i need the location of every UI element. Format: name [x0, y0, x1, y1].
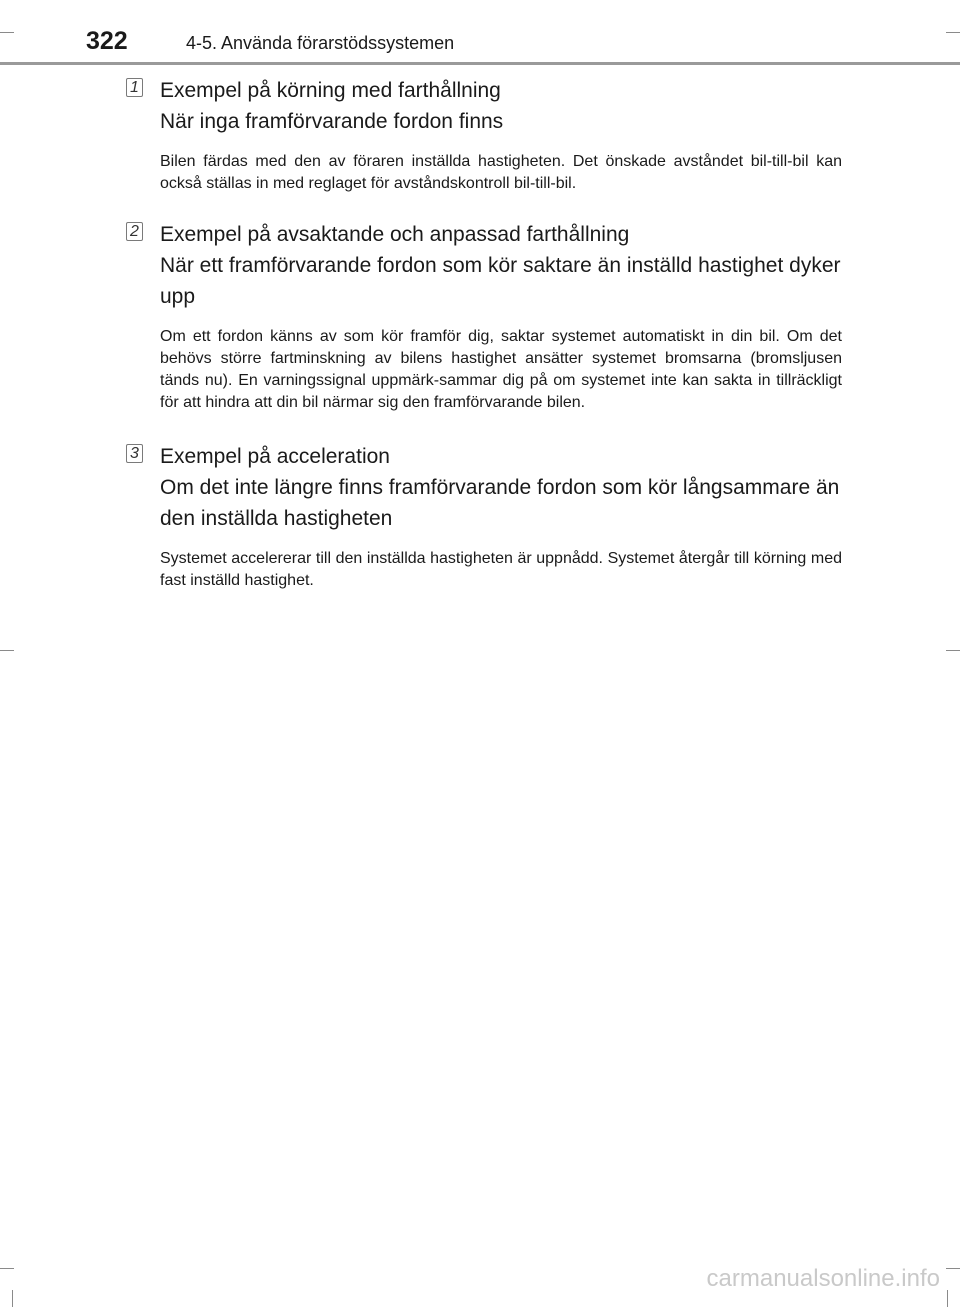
heading-line: Exempel på acceleration	[160, 445, 390, 468]
heading-line: Exempel på avsaktande och anpassad farthållning	[160, 223, 630, 246]
section-heading	[160, 75, 842, 137]
page-number: 322	[86, 27, 128, 55]
crop-mark-mid-right-h	[946, 650, 960, 651]
section-heading	[160, 441, 842, 534]
section-body: Om ett fordon känns av som kör framför dig, saktar systemet automatiskt in din bil. Om det behövs större fartminskning av bilens hastighet ansätter systemet bromsarna (bromsljusen tänds nu). En varningssignal uppmärk-sammar dig på om systemet inte kan sakta in tillräckligt för att hindra att din bil närmar sig den framförvarande bilen.	[160, 328, 842, 411]
section-1	[118, 75, 842, 195]
heading-line: Om det inte längre finns framförvarande fordon som kör långsammare än den inställda hastigheten	[160, 476, 840, 530]
crop-mark-top-left-h	[0, 32, 14, 33]
section-2	[118, 219, 842, 414]
section-body: Systemet accelererar till den inställda hastigheten är uppnådd. Systemet återgår till körning med fast inställd hastighet.	[160, 550, 842, 589]
crop-mark-mid-left-h	[0, 650, 14, 651]
crop-mark-bottom-right-h	[946, 1268, 960, 1269]
heading-line: Exempel på körning med farthållning	[160, 79, 501, 102]
step-badge: 3	[126, 444, 143, 463]
heading-line: När inga framförvarande fordon finns	[160, 110, 504, 133]
section-heading	[160, 219, 842, 312]
chapter-title: 4-5. Använda förarstödssystemen	[186, 33, 455, 53]
section-body: Bilen färdas med den av föraren inställda hastigheten. Det önskade avståndet bil-till-bil kan också ställas in med reglaget för avståndskontroll bil-till-bil.	[160, 153, 842, 192]
watermark: carmanualsonline.info	[706, 1265, 940, 1292]
heading-line: När ett framförvarande fordon som kör saktare än inställd hastighet dyker upp	[160, 254, 841, 308]
crop-mark-bottom-right-v	[947, 1290, 948, 1307]
crop-mark-bottom-left-v	[12, 1290, 13, 1307]
step-badge: 1	[126, 78, 143, 97]
step-badge: 2	[126, 222, 143, 241]
header-rule	[0, 62, 960, 65]
crop-mark-top-right-h	[946, 32, 960, 33]
section-3	[118, 441, 842, 592]
crop-mark-bottom-left-h	[0, 1268, 14, 1269]
